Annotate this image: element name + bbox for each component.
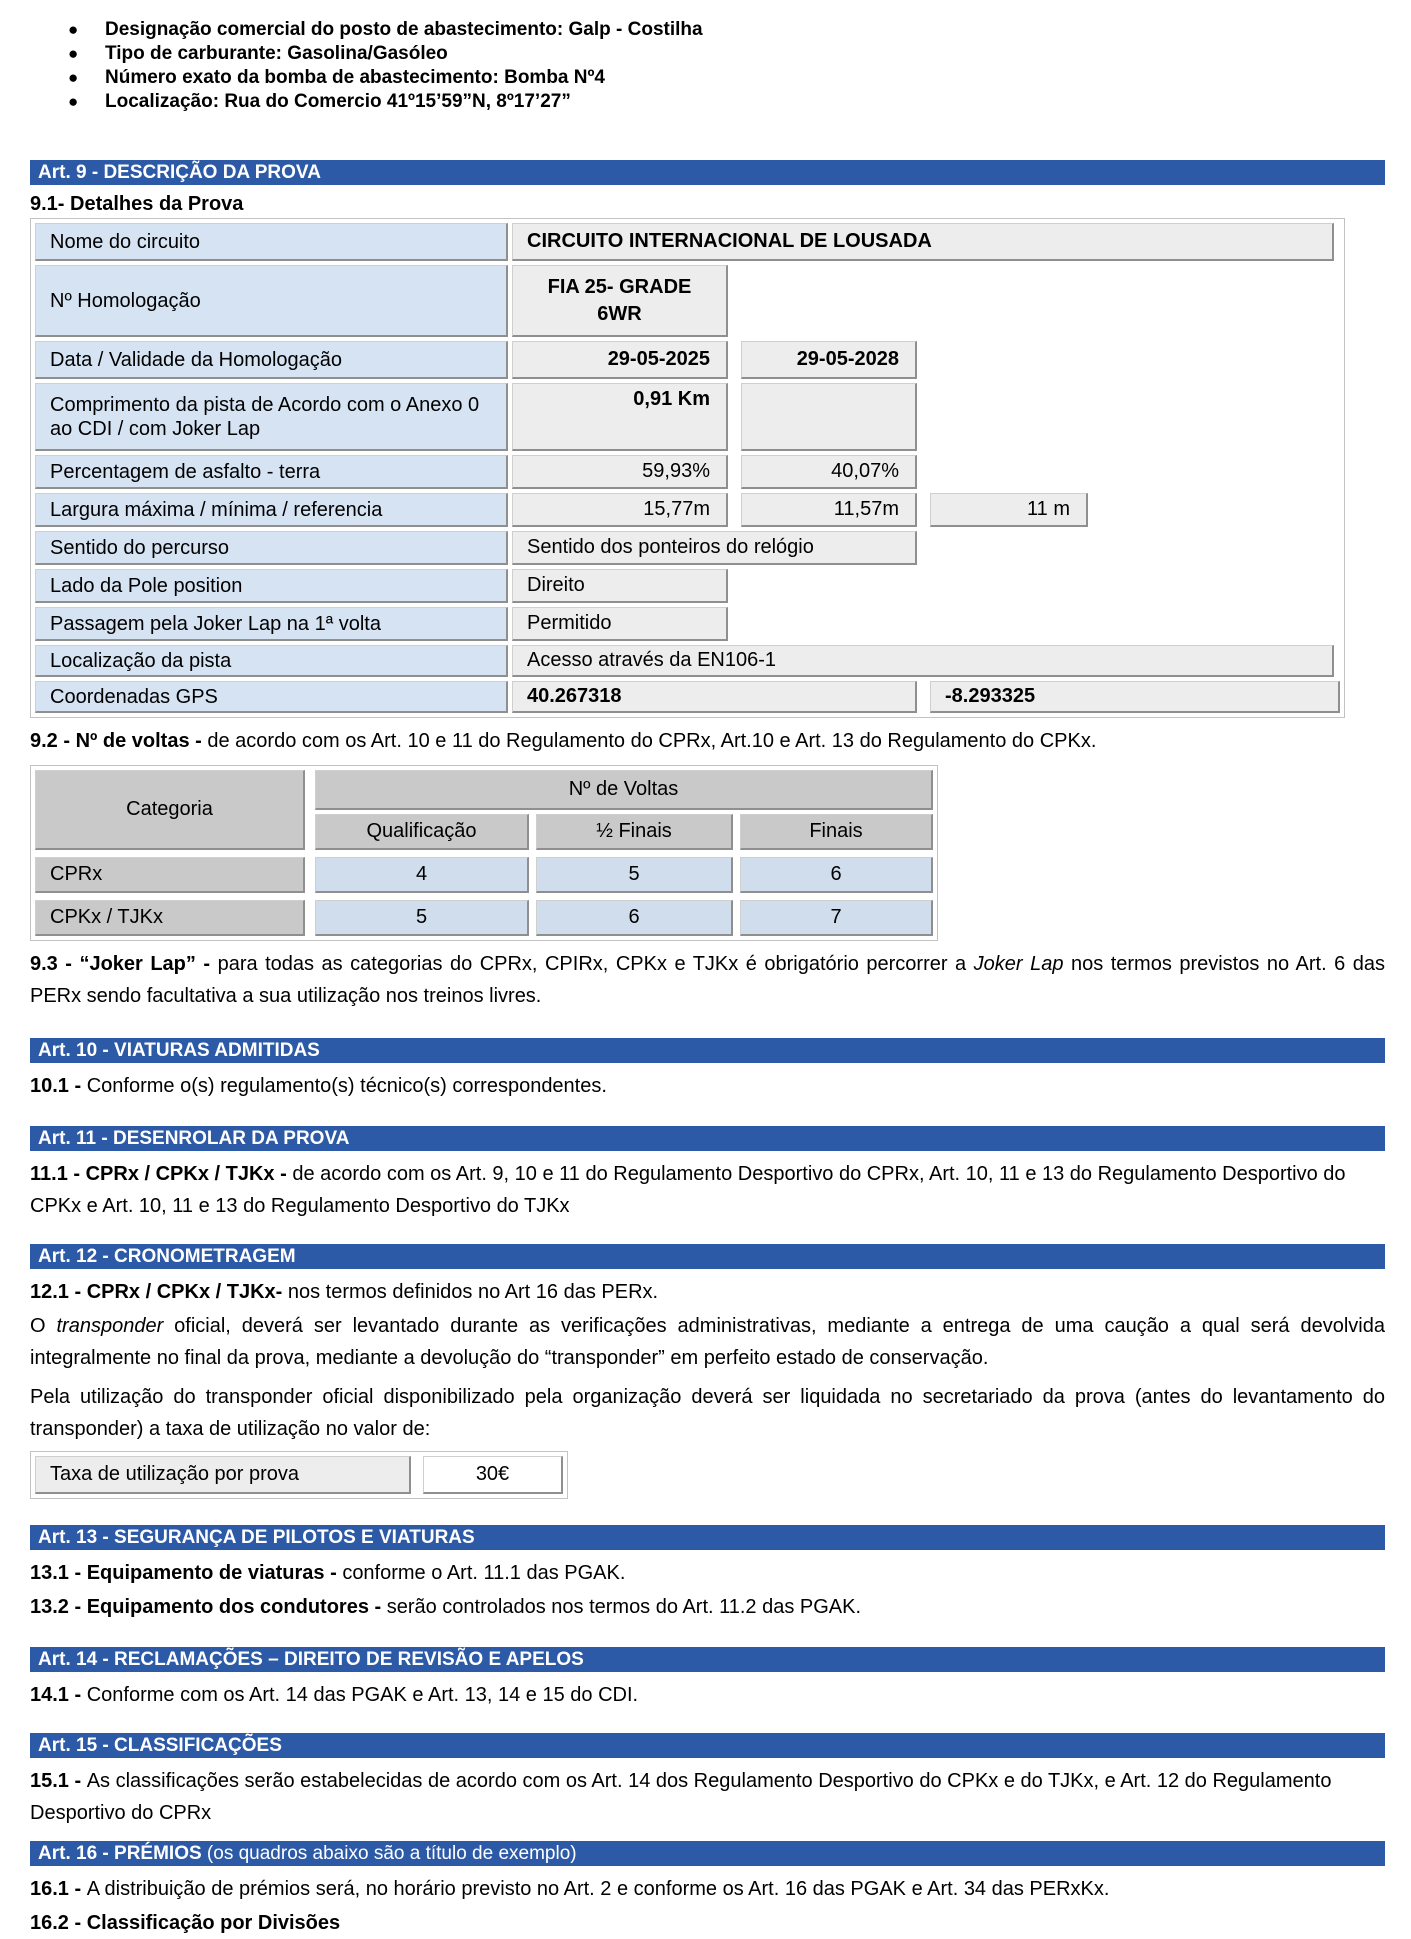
- value-cell-largura-referencia: 11 m: [930, 493, 1088, 527]
- paragraph-text: As classificações serão estabelecidas de acordo com os Art. 14 dos Regulamento Desportivo do CPKx e do TJKx, e Art. 12 do Regulamento Desportivo do CPRx: [30, 1770, 1332, 1824]
- table-row: [35, 383, 1340, 451]
- table-row: [35, 455, 1340, 489]
- paragraph-15-1: [30, 1765, 1385, 1829]
- subsection-9-2-heading: [30, 725, 1385, 757]
- joker-lap-italic: Joker Lap: [973, 953, 1064, 975]
- table-row: [35, 223, 1340, 261]
- transponder-italic: transponder: [56, 1315, 164, 1337]
- heading-lead: 9.2 - Nº de voltas -: [30, 730, 208, 752]
- paragraph-lead: 9.3 - “Joker Lap” -: [30, 953, 218, 975]
- art16-section-bar: [30, 1841, 1385, 1866]
- homologacao-line: FIA 25- GRADE: [547, 275, 692, 298]
- voltas-header-block: [35, 770, 933, 850]
- paragraph-text: para todas as categorias do CPRx, CPIRx, CPKx e TJKx é obrigatório percorrer a: [217, 953, 974, 975]
- row-label-data-validade: Data / Validade da Homologação: [35, 341, 508, 379]
- bullet-icon: ●: [68, 68, 79, 87]
- paragraph-text: Conforme com os Art. 14 das PGAK e Art. 13, 14 e 15 do CDI.: [86, 1684, 639, 1706]
- taxa-value-cell: 30€: [423, 1456, 563, 1494]
- paragraph-lead: 11.1 - CPRx / CPKx / TJKx -: [30, 1163, 293, 1185]
- value-cell-localizacao: Acesso através da EN106-1: [512, 645, 1334, 677]
- paragraph-text: Conforme o(s) regulamento(s) técnico(s) correspondentes.: [86, 1075, 607, 1097]
- paragraph-text: serão controlados nos termos do Art. 11.2 das PGAK.: [386, 1596, 862, 1618]
- table-row: [35, 900, 933, 936]
- paragraph-text: de acordo com os Art. 9, 10 e 11 do Regulamento Desportivo do CPRx, Art. 10, 11 e 13 do Regulamento Desportivo do CPKx e Art. 10, 11 e 13 do Regulamento Desportivo do TJKx: [30, 1163, 1346, 1217]
- paragraph-16-2: [30, 1907, 1385, 1939]
- section-title: Art. 15 - CLASSIFICAÇÕES: [38, 1735, 282, 1756]
- row-label-pole: Lado da Pole position: [35, 569, 508, 603]
- art14-section-bar: [30, 1647, 1385, 1672]
- section-title: Art. 16 - PRÉMIOS: [38, 1843, 202, 1864]
- paragraph-13-2: [30, 1591, 1385, 1623]
- bullet-item: [30, 90, 1385, 114]
- subsection-9-1-title: 9.1- Detalhes da Prova: [30, 193, 244, 215]
- bullet-item: [30, 42, 1385, 66]
- paragraph-11-1: [30, 1158, 1385, 1222]
- voltas-header-right: [315, 770, 933, 850]
- value-cell-gps-lon: -8.293325: [930, 681, 1340, 713]
- paragraph-lead: 14.1 -: [30, 1684, 87, 1706]
- art10-section-bar: [30, 1038, 1385, 1063]
- header-cell-finais: Finais: [740, 814, 933, 850]
- table-row: [35, 569, 1340, 603]
- value-cell-empty: [741, 383, 917, 451]
- value-cell-joker-1a-volta: Permitido: [512, 607, 728, 641]
- header-cell-meias-finais: ½ Finais: [536, 814, 733, 850]
- row-label-largura: Largura máxima / mínima / referencia: [35, 493, 508, 527]
- art9-section-bar: [30, 160, 1385, 185]
- paragraph-text: nos termos previstos no Art. 6 das PERx sendo facultativa a sua utilização nos treinos livres.: [30, 953, 1385, 1007]
- section-title: Art. 14 - RECLAMAÇÕES – DIREITO DE REVISÃO E APELOS: [38, 1649, 584, 1670]
- paragraph-text: O: [30, 1315, 57, 1337]
- homologacao-line: 6WR: [597, 302, 642, 325]
- laps-cell: 6: [536, 900, 733, 936]
- bullet-text: Tipo de carburante: Gasolina/Gasóleo: [105, 43, 448, 64]
- value-cell-validade: 29-05-2028: [741, 341, 917, 379]
- row-label-joker-1a-volta: Passagem pela Joker Lap na 1ª volta: [35, 607, 508, 641]
- bullet-text: Localização: Rua do Comercio 41º15’59”N, 8º17’27”: [105, 91, 571, 112]
- header-cell-n-voltas: Nº de Voltas: [315, 770, 933, 810]
- value-cell-sentido: Sentido dos ponteiros do relógio: [512, 531, 917, 565]
- paragraph-lead: 16.2 - Classificação por Divisões: [30, 1912, 341, 1934]
- table-row: [35, 681, 1340, 713]
- paragraph-transponder: [30, 1310, 1385, 1374]
- laps-cell: 4: [315, 857, 529, 893]
- table-row: [35, 265, 1340, 337]
- taxa-table: [30, 1451, 568, 1499]
- bullet-icon: ●: [68, 92, 79, 111]
- row-label-sentido: Sentido do percurso: [35, 531, 508, 565]
- section-title: Art. 9 - DESCRIÇÃO DA PROVA: [38, 162, 321, 183]
- laps-cell: 6: [740, 857, 933, 893]
- bullet-icon: ●: [68, 20, 79, 39]
- laps-cell: 5: [315, 900, 529, 936]
- paragraph-16-1: [30, 1873, 1385, 1905]
- value-cell-asfalto: 59,93%: [512, 455, 728, 489]
- paragraph-lead: 10.1 -: [30, 1075, 87, 1097]
- paragraph-12-1: [30, 1276, 1385, 1308]
- row-label-comprimento: Comprimento da pista de Acordo com o Anexo 0 ao CDI / com Joker Lap: [35, 383, 508, 451]
- paragraph-text: Pela utilização do transponder oficial disponibilizado pela organização deverá ser liquidada no secretariado da prova (antes do levantamento do transponder) a taxa de utilização no valor de:: [30, 1386, 1385, 1440]
- bullet-item: [30, 66, 1385, 90]
- art11-section-bar: [30, 1126, 1385, 1151]
- detalhes-table: [30, 218, 1345, 718]
- table-row: [35, 857, 933, 893]
- table-row: [35, 645, 1340, 677]
- table-row: [35, 607, 1340, 641]
- value-cell-homologacao: [512, 265, 728, 337]
- paragraph-lead: 15.1 -: [30, 1770, 87, 1792]
- paragraph-text: A distribuição de prémios será, no horário previsto no Art. 2 e conforme os Art. 16 das PGAK e Art. 34 das PERxKx.: [86, 1878, 1110, 1900]
- paragraph-lead: 12.1 - CPRx / CPKx / TJKx-: [30, 1281, 288, 1303]
- section-title: Art. 11 - DESENROLAR DA PROVA: [38, 1128, 350, 1149]
- row-label-localizacao: Localização da pista: [35, 645, 508, 677]
- paragraph-text: nos termos definidos no Art 16 das PERx.: [287, 1281, 659, 1303]
- fuel-station-bullet-list: [30, 18, 1385, 114]
- table-row: [35, 531, 1340, 565]
- paragraph-text: oficial, deverá ser levantado durante as verificações administrativas, mediante a entrega de uma caução a qual será devolvida integralmente no final da prova, mediante a devolução do “transponder” em perfeito estado de conservação.: [30, 1315, 1385, 1369]
- paragraph-lead: 13.2 - Equipamento dos condutores -: [30, 1596, 387, 1618]
- paragraph-14-1: [30, 1679, 1385, 1711]
- value-cell-largura-maxima: 15,77m: [512, 493, 728, 527]
- value-cell-comprimento: 0,91 Km: [512, 383, 728, 451]
- section-title: Art. 12 - CRONOMETRAGEM: [38, 1246, 296, 1267]
- section-title: Art. 13 - SEGURANÇA DE PILOTOS E VIATURAS: [38, 1527, 475, 1548]
- paragraph-text: conforme o Art. 11.1 das PGAK.: [342, 1562, 626, 1584]
- art13-section-bar: [30, 1525, 1385, 1550]
- row-label-gps: Coordenadas GPS: [35, 681, 508, 713]
- value-cell-pole: Direito: [512, 569, 728, 603]
- voltas-subheader-row: [315, 814, 933, 850]
- voltas-table: [30, 765, 938, 941]
- laps-cell: 7: [740, 900, 933, 936]
- section-title: Art. 10 - VIATURAS ADMITIDAS: [38, 1040, 320, 1061]
- paragraph-lead: 16.1 -: [30, 1878, 87, 1900]
- art12-section-bar: [30, 1244, 1385, 1269]
- row-label-homologacao: Nº Homologação: [35, 265, 508, 337]
- taxa-label-cell: Taxa de utilização por prova: [35, 1456, 411, 1494]
- category-cell-cprx: CPRx: [35, 857, 305, 893]
- value-cell-gps-lat: 40.267318: [512, 681, 917, 713]
- row-label-percentagem: Percentagem de asfalto - terra: [35, 455, 508, 489]
- value-cell-largura-minima: 11,57m: [741, 493, 917, 527]
- heading-text: de acordo com os Art. 10 e 11 do Regulamento do CPRx, Art.10 e Art. 13 do Regulamento do CPKx.: [207, 730, 1097, 752]
- header-cell-qualificacao: Qualificação: [315, 814, 529, 850]
- value-cell-terra: 40,07%: [741, 455, 917, 489]
- value-cell-nome-circuito: CIRCUITO INTERNACIONAL DE LOUSADA: [512, 223, 1334, 261]
- bullet-text: Designação comercial do posto de abastecimento: Galp - Costilha: [105, 19, 703, 40]
- value-cell-data: 29-05-2025: [512, 341, 728, 379]
- section-title-note: (os quadros abaixo são a título de exemplo): [201, 1843, 577, 1864]
- table-row: [35, 493, 1340, 527]
- subsection-9-3-paragraph: [30, 948, 1385, 1012]
- bullet-icon: ●: [68, 44, 79, 63]
- table-row: [35, 341, 1340, 379]
- paragraph-13-1: [30, 1557, 1385, 1589]
- laps-cell: 5: [536, 857, 733, 893]
- bullet-item: [30, 18, 1385, 42]
- category-cell-cpkx-tjkx: CPKx / TJKx: [35, 900, 305, 936]
- header-cell-categoria: Categoria: [35, 770, 305, 850]
- row-label-nome-circuito: Nome do circuito: [35, 223, 508, 261]
- art15-section-bar: [30, 1733, 1385, 1758]
- bullet-text: Número exato da bomba de abastecimento: Bomba Nº4: [105, 67, 605, 88]
- paragraph-10-1: [30, 1070, 1385, 1102]
- paragraph-taxa-intro: [30, 1381, 1385, 1445]
- paragraph-lead: 13.1 - Equipamento de viaturas -: [30, 1562, 343, 1584]
